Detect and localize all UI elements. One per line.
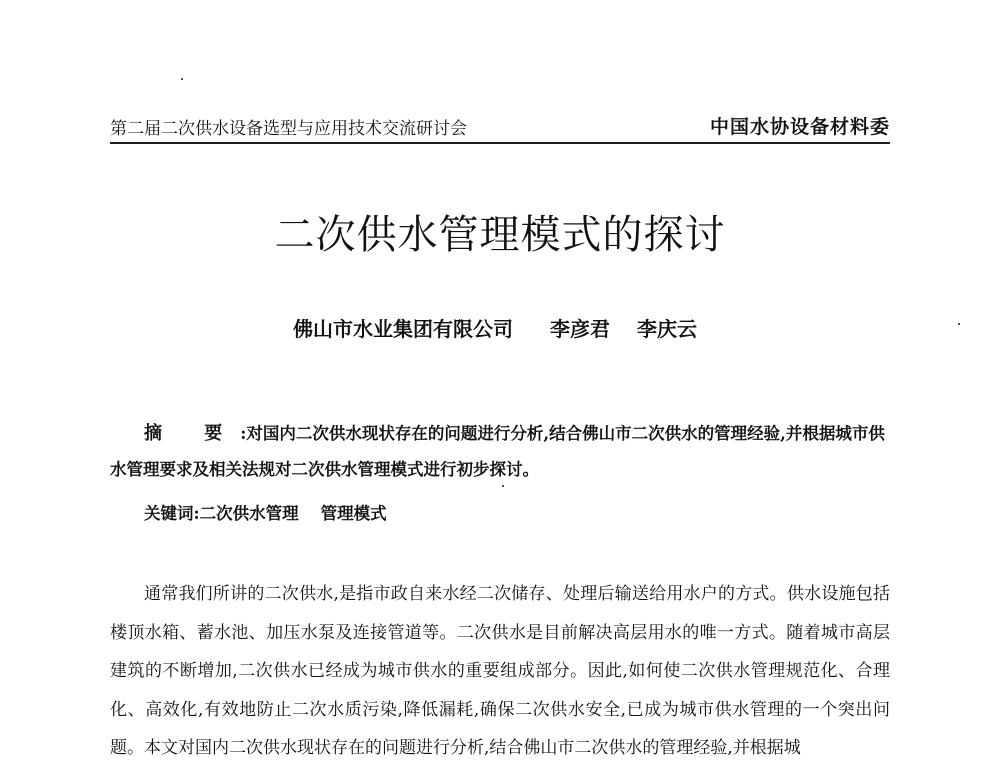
abstract-label: 摘 要 [144,423,241,444]
abstract [110,416,890,488]
scan-speck [958,323,960,325]
scan-speck [181,78,183,80]
author-line [0,313,1000,342]
running-header [110,108,890,144]
keyword: 管理模式 [320,504,387,523]
keywords [144,500,387,524]
organizer-name: 中国水协设备材料委 [709,116,890,138]
body-paragraph: 通常我们所讲的二次供水,是指市政自来水经二次储存、处理后输送给用水户的方式。供水设施包括楼顶水箱、蓄水池、加压水泵及连接管道等。二次供水是目前解决高层用水的唯一方式。随着城市高层建筑的不断增加,二次供水已经成为城市供水的重要组成部分。因此,如何使二次供水管理规范化、合理化、高效化,有效地防止二次水质污染,降低漏耗,确保二次供水安全,已成为城市供水管理的一个突出问题。本文对国内二次供水现状存在的问题进行分析,结合佛山市二次供水的管理经验,并根据城 [110,584,890,758]
conference-name: 第二届二次供水设备选型与应用技术交流研讨会 [110,119,467,139]
scan-speck [502,485,504,487]
abstract-text: :对国内二次供水现状存在的问题进行分析,结合佛山市二次供水的管理经验,并根据城市供水管理要求及相关法规对二次供水管理模式进行初步探讨。 [110,424,885,479]
author-organization: 佛山市水业集团有限公司 [293,317,514,341]
author-name: 李庆云 [636,317,697,341]
paper-title: 二次供水管理模式的探讨 [274,212,726,258]
keyword: 二次供水管理 [199,504,299,523]
author-name: 李彦君 [550,317,610,341]
keywords-label: 关键词: [144,504,200,523]
